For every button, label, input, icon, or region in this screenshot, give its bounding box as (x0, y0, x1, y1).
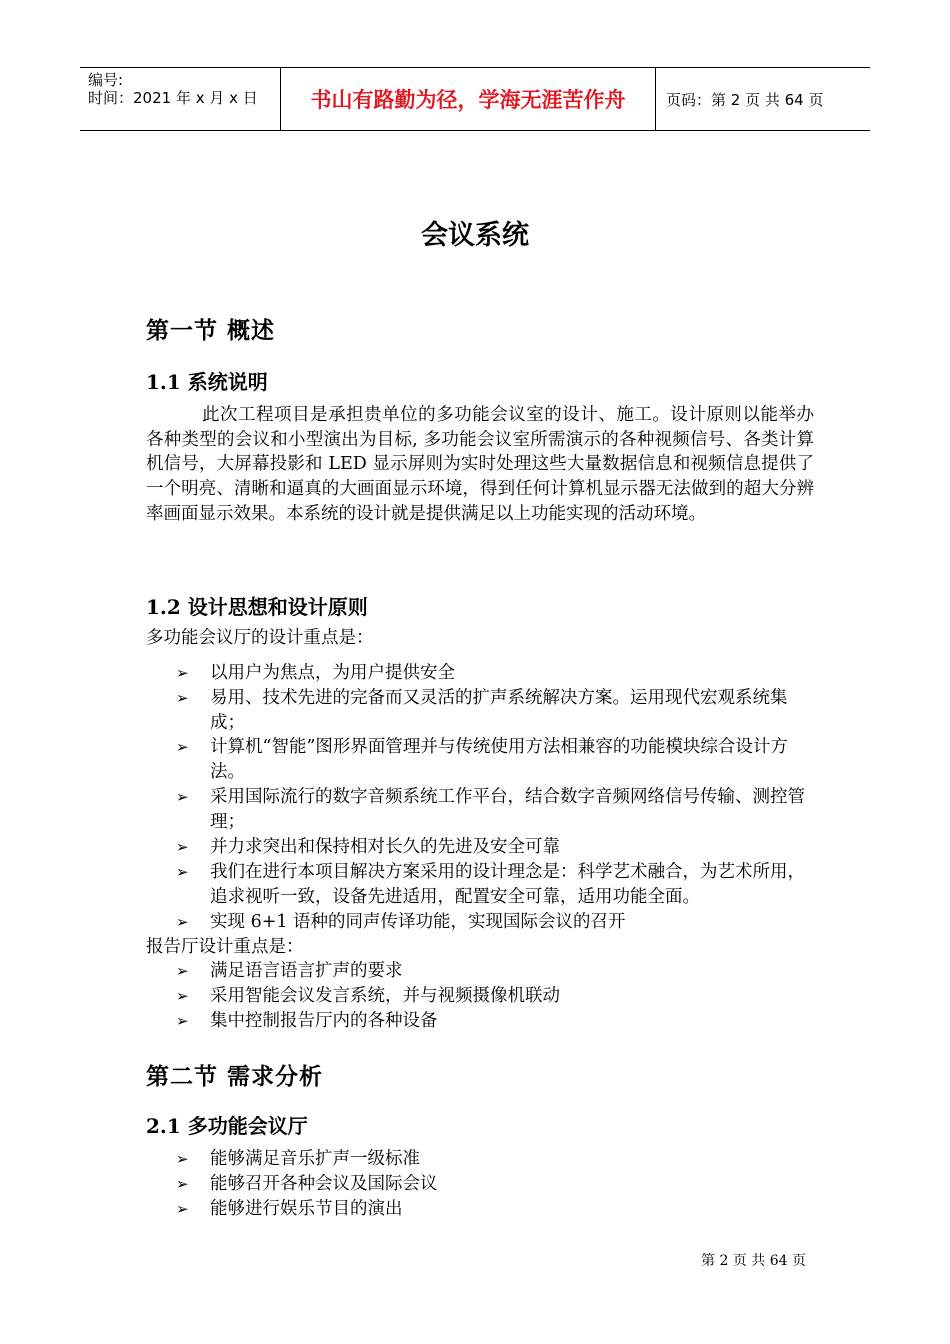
list-item-text: 采用国际流行的数字音频系统工作平台，结合数字音频网络信号传输、测控管理； (210, 787, 805, 832)
page-footer: 第 2 页 共 64 页 (701, 1253, 806, 1269)
list-item (176, 910, 816, 935)
bullet-arrow-icon: ➢ (176, 738, 189, 756)
bullet-arrow-icon: ➢ (176, 1175, 189, 1193)
list-item-text: 计算机“智能”图形界面管理并与传统使用方法相兼容的功能模块综合设计方法。 (210, 737, 788, 782)
list-item-text: 集中控制报告厅内的各种设备 (210, 1011, 438, 1031)
list-item (176, 1197, 816, 1222)
list-item (176, 1009, 816, 1034)
list-item-text: 并力求突出和保持相对长久的先进及安全可靠 (210, 837, 560, 857)
list-item-text: 能够满足音乐扩声一级标准 (210, 1149, 420, 1169)
header-meta (80, 68, 280, 130)
list-item (176, 959, 816, 984)
bullet-arrow-icon: ➢ (176, 1150, 189, 1168)
list-item-text: 实现 6+1 语种的同声传译功能，实现国际会议的召开 (210, 912, 626, 932)
list-item-text: 我们在进行本项目解决方案采用的设计理念是：科学艺术融合，为艺术所用，追求视听一致，设备先进适用，配置安全可靠，适用功能全面。 (210, 862, 805, 907)
bullet-arrow-icon: ➢ (176, 962, 189, 980)
bullet-arrow-icon: ➢ (176, 689, 189, 707)
bullet-arrow-icon: ➢ (176, 788, 189, 806)
list-item (176, 1172, 816, 1197)
page-header (80, 67, 870, 131)
list-item (176, 860, 816, 910)
list-item (176, 785, 816, 835)
bullet-arrow-icon: ➢ (176, 664, 189, 682)
list-item-text: 能够召开各种会议及国际会议 (210, 1174, 438, 1194)
section1-sub2-heading: 1.2 设计思想和设计原则 (146, 595, 368, 619)
document-title: 会议系统 (421, 220, 529, 251)
section1-sub2-intro2: 报告厅设计重点是： (146, 937, 304, 957)
section1-heading: 第一节 概述 (146, 317, 276, 344)
list-item (176, 835, 816, 860)
list-item (176, 735, 816, 785)
list-item (176, 1147, 816, 1172)
list-item (176, 661, 816, 686)
list-item-text: 能够进行娱乐节目的演出 (210, 1199, 403, 1219)
bullet-arrow-icon: ➢ (176, 1012, 189, 1030)
list-item-text: 满足语言语言扩声的要求 (210, 961, 403, 981)
section2-sub1-heading: 2.1 多功能会议厅 (146, 1114, 308, 1138)
list-item-text: 以用户为焦点，为用户提供安全 (210, 663, 455, 683)
header-motto: 书山有路勤为径，学海无涯苦作舟 (280, 68, 656, 130)
list-item-text: 采用智能会议发言系统，并与视频摄像机联动 (210, 986, 560, 1006)
bullet-arrow-icon: ➢ (176, 1200, 189, 1218)
bullet-arrow-icon: ➢ (176, 838, 189, 856)
section1-sub2-intro: 多功能会议厅的设计重点是： (146, 628, 374, 648)
section1-sub1-paragraph: 此次工程项目是承担贵单位的多功能会议室的设计、施工。设计原则以能举办各种类型的会议和小型演出为目标, 多功能会议室所需演示的各种视频信号、各类计算机信号，大屏幕投影和 LED 显示屏则为实时处理这些大量数据信息和视频信息提供了一个明亮、清晰和逼真的大画面显示环境，得到任何计算机显示器无法做到的超大分辨率画面显示效果。本系统的设计就是提供满足以上功能实现的活动环境。 (146, 405, 814, 524)
header-time-label: 时间：2021 年 x 月 x 日 (88, 89, 258, 107)
bullet-arrow-icon: ➢ (176, 863, 189, 881)
header-number-label: 编号: (88, 71, 124, 89)
bullet-arrow-icon: ➢ (176, 987, 189, 1005)
list-item (176, 686, 816, 736)
bullet-arrow-icon: ➢ (176, 913, 189, 931)
section2-heading: 第二节 需求分析 (146, 1063, 324, 1090)
list-item-text: 易用、技术先进的完备而又灵活的扩声系统解决方案。运用现代宏观系统集成； (210, 688, 788, 733)
list-item (176, 984, 816, 1009)
header-page-label: 页码：第 2 页 共 64 页 (666, 90, 824, 109)
section1-sub1-heading: 1.1 系统说明 (146, 370, 268, 394)
